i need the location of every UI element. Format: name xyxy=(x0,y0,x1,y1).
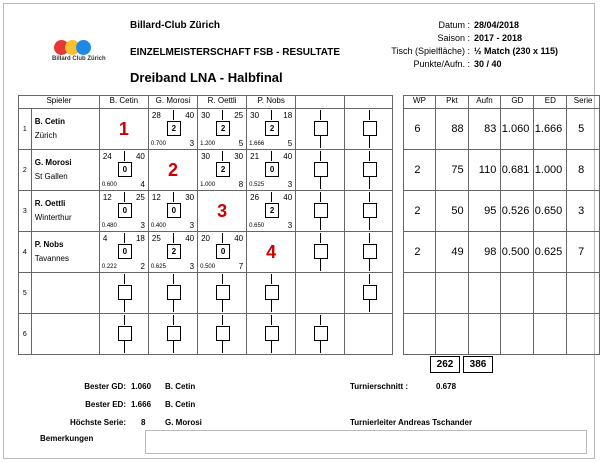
empty-match-cell xyxy=(247,314,296,355)
col-pkt: Pkt xyxy=(436,96,469,109)
match-cell xyxy=(148,232,197,273)
bemerkungen-field[interactable] xyxy=(145,430,587,454)
match-serie: 7 xyxy=(238,262,244,271)
match-serie: 3 xyxy=(287,180,293,189)
datum-value: 28/04/2018 xyxy=(474,20,520,30)
match-innings: 30 xyxy=(234,152,244,161)
stat-wp xyxy=(403,314,435,355)
match-serie: 5 xyxy=(238,139,244,148)
player-name: P. Nobs xyxy=(34,240,64,249)
match-serie: 8 xyxy=(238,180,244,189)
match-innings: 18 xyxy=(283,111,293,120)
empty-match-cell xyxy=(198,273,247,314)
match-serie: 3 xyxy=(189,262,195,271)
match-cell xyxy=(247,150,296,191)
empty-match-cell xyxy=(296,314,344,355)
row-number: 3 xyxy=(19,191,32,232)
col-wp: WP xyxy=(403,96,435,109)
row-number: 6 xyxy=(19,314,32,355)
empty-match-cell xyxy=(99,273,148,314)
stat-aufn xyxy=(468,273,501,314)
match-cell xyxy=(99,150,148,191)
player-name: G. Morosi xyxy=(34,158,72,167)
match-cell xyxy=(148,191,197,232)
empty-wp-box xyxy=(314,244,328,259)
stat-gd: 0.681 xyxy=(501,150,534,191)
empty-wp-box xyxy=(314,203,328,218)
bester-gd-value: 1.060 xyxy=(131,382,152,391)
empty-match-cell xyxy=(296,191,344,232)
match-gd: 0.500 xyxy=(200,264,216,270)
match-points: 28 xyxy=(151,111,161,120)
match-points: 30 xyxy=(250,111,260,120)
empty-wp-box xyxy=(314,326,328,341)
player-city: Tavannes xyxy=(34,254,69,263)
col-ed: ED xyxy=(534,96,567,109)
match-wp: 2 xyxy=(167,244,181,259)
stat-serie: 7 xyxy=(567,232,600,273)
match-wp: 0 xyxy=(265,162,279,177)
empty-match-cell xyxy=(344,150,392,191)
empty-match-cell xyxy=(148,273,197,314)
player-row xyxy=(19,232,600,273)
empty-wp-box xyxy=(167,326,181,341)
match-wp: 2 xyxy=(167,121,181,136)
match-points: 24 xyxy=(102,152,112,161)
player-cell xyxy=(31,232,99,273)
bester-ed-name: B. Cetin xyxy=(165,400,196,409)
empty-wp-box xyxy=(363,203,377,218)
match-points: 30 xyxy=(201,152,210,161)
bester-ed-label: Bester ED: xyxy=(85,400,126,409)
match-cell xyxy=(148,109,197,150)
player-name: R. Oettli xyxy=(34,199,66,208)
match-cell xyxy=(198,150,247,191)
stat-gd xyxy=(501,273,534,314)
diagonal-number: 4 xyxy=(247,232,296,273)
tisch-label: Tisch (Spielfläche) : xyxy=(391,46,470,56)
stat-serie: 3 xyxy=(567,191,600,232)
stat-pkt: 75 xyxy=(436,150,469,191)
logo-text: Billard Club Zürich xyxy=(52,56,106,62)
match-serie: 2 xyxy=(140,262,145,271)
stat-gd: 1.060 xyxy=(501,109,534,150)
match-points: 30 xyxy=(201,111,210,120)
match-wp: 0 xyxy=(118,203,132,218)
match-innings: 25 xyxy=(135,193,145,202)
bester-gd-name: B. Cetin xyxy=(165,382,196,391)
player-cell xyxy=(31,314,99,355)
match-innings: 18 xyxy=(135,234,145,243)
empty-match-cell xyxy=(296,232,344,273)
stat-ed: 1.666 xyxy=(534,109,567,150)
punkte-value: 30 / 40 xyxy=(474,59,502,69)
stat-ed xyxy=(534,273,567,314)
col-serie: Serie xyxy=(567,96,600,109)
row-number: 1 xyxy=(19,109,32,150)
stat-wp: 2 xyxy=(403,232,435,273)
match-wp: 2 xyxy=(216,162,230,177)
match-points: 20 xyxy=(201,234,210,243)
empty-diagonal xyxy=(296,273,344,314)
turnierschnitt-label: Turnierschnitt : xyxy=(350,382,409,391)
col-p2: G. Morosi xyxy=(148,96,197,109)
empty-match-cell xyxy=(296,150,344,191)
match-wp: 0 xyxy=(118,244,132,259)
match-wp: 2 xyxy=(216,121,230,136)
match-gd: 0.525 xyxy=(249,182,265,188)
player-row xyxy=(19,191,600,232)
diagonal-number: 3 xyxy=(198,191,247,232)
player-name: B. Cetin xyxy=(34,117,65,126)
club-logo xyxy=(52,34,106,70)
player-city: St Gallen xyxy=(34,172,68,181)
stat-aufn xyxy=(468,314,501,355)
stat-gd xyxy=(501,314,534,355)
stat-ed: 1.000 xyxy=(534,150,567,191)
match-serie: 3 xyxy=(189,221,195,230)
match-wp: 0 xyxy=(167,203,181,218)
col-p1: B. Cetin xyxy=(99,96,148,109)
match-cell xyxy=(99,232,148,273)
empty-match-cell xyxy=(296,109,344,150)
stat-pkt: 49 xyxy=(436,232,469,273)
player-row xyxy=(19,314,600,355)
match-innings: 40 xyxy=(234,234,244,243)
empty-wp-box xyxy=(167,285,181,300)
stat-aufn: 98 xyxy=(468,232,501,273)
bester-ed-value: 1.666 xyxy=(131,400,152,409)
match-innings: 40 xyxy=(283,193,293,202)
stat-wp: 2 xyxy=(403,191,435,232)
stat-gd: 0.526 xyxy=(501,191,534,232)
stat-wp: 2 xyxy=(403,150,435,191)
match-serie: 3 xyxy=(287,221,293,230)
player-city xyxy=(32,322,99,327)
match-innings: 40 xyxy=(283,152,293,161)
match-innings: 40 xyxy=(135,152,145,161)
match-wp: 2 xyxy=(265,203,279,218)
empty-wp-box xyxy=(363,285,377,300)
stat-pkt: 50 xyxy=(436,191,469,232)
empty-match-cell xyxy=(344,109,392,150)
turnierleiter: Turnierleiter Andreas Tschander xyxy=(350,418,473,427)
saison-value: 2017 - 2018 xyxy=(474,33,523,43)
match-gd: 0.650 xyxy=(249,223,265,229)
datum-label: Datum : xyxy=(438,20,470,30)
match-gd: 1.666 xyxy=(249,141,265,147)
player-cell xyxy=(31,109,99,150)
match-wp: 2 xyxy=(265,121,279,136)
match-cell xyxy=(247,109,296,150)
stat-wp: 6 xyxy=(403,109,435,150)
player-row xyxy=(19,150,600,191)
empty-wp-box xyxy=(265,326,279,341)
match-gd: 1.000 xyxy=(200,182,216,188)
match-cell xyxy=(247,191,296,232)
player-city xyxy=(32,281,99,286)
hoechste-serie-label: Höchste Serie: xyxy=(69,418,126,427)
player-name xyxy=(32,314,99,322)
match-innings: 40 xyxy=(185,111,195,120)
hoechste-serie-name: G. Morosi xyxy=(165,418,202,427)
player-city: Winterthur xyxy=(34,213,72,222)
bemerkungen-label: Bemerkungen xyxy=(40,434,94,443)
empty-match-cell xyxy=(148,314,197,355)
empty-wp-box xyxy=(265,285,279,300)
total-pkt: 262 xyxy=(430,356,460,373)
col-gd: GD xyxy=(501,96,534,109)
col-p4: P. Nobs xyxy=(247,96,296,109)
player-cell xyxy=(31,273,99,314)
row-number: 2 xyxy=(19,150,32,191)
stat-serie xyxy=(567,273,600,314)
results-table xyxy=(18,95,600,355)
player-row xyxy=(19,109,600,150)
match-serie: 3 xyxy=(140,221,145,230)
stat-pkt: 88 xyxy=(436,109,469,150)
match-gd: 0.222 xyxy=(101,264,117,270)
match-cell xyxy=(198,232,247,273)
match-points: 25 xyxy=(151,234,161,243)
stat-ed xyxy=(534,314,567,355)
club-title: Billard-Club Zürich xyxy=(130,20,220,31)
col-aufn: Aufn xyxy=(468,96,501,109)
stat-pkt xyxy=(436,314,469,355)
match-gd: 0.480 xyxy=(101,223,117,229)
event-title: Dreiband LNA - Halbfinal xyxy=(130,70,283,85)
empty-wp-box xyxy=(363,162,377,177)
bester-gd-label: Bester GD: xyxy=(84,382,126,391)
empty-wp-box xyxy=(118,326,132,341)
match-serie: 5 xyxy=(287,139,293,148)
match-innings: 25 xyxy=(234,111,244,120)
stat-pkt xyxy=(436,273,469,314)
match-wp: 0 xyxy=(118,162,132,177)
empty-diagonal xyxy=(344,314,392,355)
empty-match-cell xyxy=(247,273,296,314)
diagonal-number: 1 xyxy=(99,109,148,150)
col-p3: R. Oettli xyxy=(198,96,247,109)
stat-ed: 0.625 xyxy=(534,232,567,273)
row-number: 5 xyxy=(19,273,32,314)
match-gd: 0.625 xyxy=(150,264,166,270)
match-points: 26 xyxy=(250,193,260,202)
stat-ed: 0.650 xyxy=(534,191,567,232)
punkte-label: Punkte/Aufn. : xyxy=(413,59,470,69)
hoechste-serie-value: 8 xyxy=(141,418,146,427)
stat-gd: 0.500 xyxy=(501,232,534,273)
empty-wp-box xyxy=(363,121,377,136)
match-points: 21 xyxy=(250,152,260,161)
stat-serie: 8 xyxy=(567,150,600,191)
empty-wp-box xyxy=(216,285,230,300)
col-spieler: Spieler xyxy=(19,96,100,109)
match-serie: 3 xyxy=(189,139,195,148)
stat-serie xyxy=(567,314,600,355)
stat-aufn: 95 xyxy=(468,191,501,232)
player-row xyxy=(19,273,600,314)
match-wp: 0 xyxy=(216,244,230,259)
match-cell xyxy=(198,109,247,150)
total-aufn: 386 xyxy=(463,356,493,373)
empty-match-cell xyxy=(198,314,247,355)
match-innings: 40 xyxy=(185,234,195,243)
match-points: 12 xyxy=(151,193,161,202)
match-serie: 4 xyxy=(140,180,145,189)
empty-match-cell xyxy=(344,273,392,314)
empty-wp-box xyxy=(216,326,230,341)
empty-wp-box xyxy=(314,162,328,177)
match-gd: 0.400 xyxy=(150,223,166,229)
diagonal-number: 2 xyxy=(148,150,197,191)
tisch-value: ½ Match (230 x 115) xyxy=(474,46,559,56)
stat-aufn: 83 xyxy=(468,109,501,150)
empty-wp-box xyxy=(314,121,328,136)
turnierschnitt-value: 0.678 xyxy=(436,382,457,391)
saison-label: Saison : xyxy=(437,33,470,43)
empty-match-cell xyxy=(344,232,392,273)
match-gd: 0.700 xyxy=(150,141,166,147)
player-cell xyxy=(31,150,99,191)
player-city: Zürich xyxy=(34,131,57,140)
empty-wp-box xyxy=(118,285,132,300)
match-cell xyxy=(99,191,148,232)
empty-wp-box xyxy=(363,244,377,259)
match-innings: 30 xyxy=(185,193,195,202)
player-name xyxy=(32,273,99,281)
empty-match-cell xyxy=(344,191,392,232)
stat-serie: 5 xyxy=(567,109,600,150)
match-points: 4 xyxy=(102,234,108,243)
player-cell xyxy=(31,191,99,232)
match-gd: 0.600 xyxy=(101,182,117,188)
match-points: 12 xyxy=(102,193,112,202)
match-gd: 1.200 xyxy=(200,141,216,147)
report-subtitle: EINZELMEISTERSCHAFT FSB - RESULTATE xyxy=(130,47,340,58)
stat-aufn: 110 xyxy=(468,150,501,191)
row-number: 4 xyxy=(19,232,32,273)
empty-match-cell xyxy=(99,314,148,355)
stat-wp xyxy=(403,273,435,314)
